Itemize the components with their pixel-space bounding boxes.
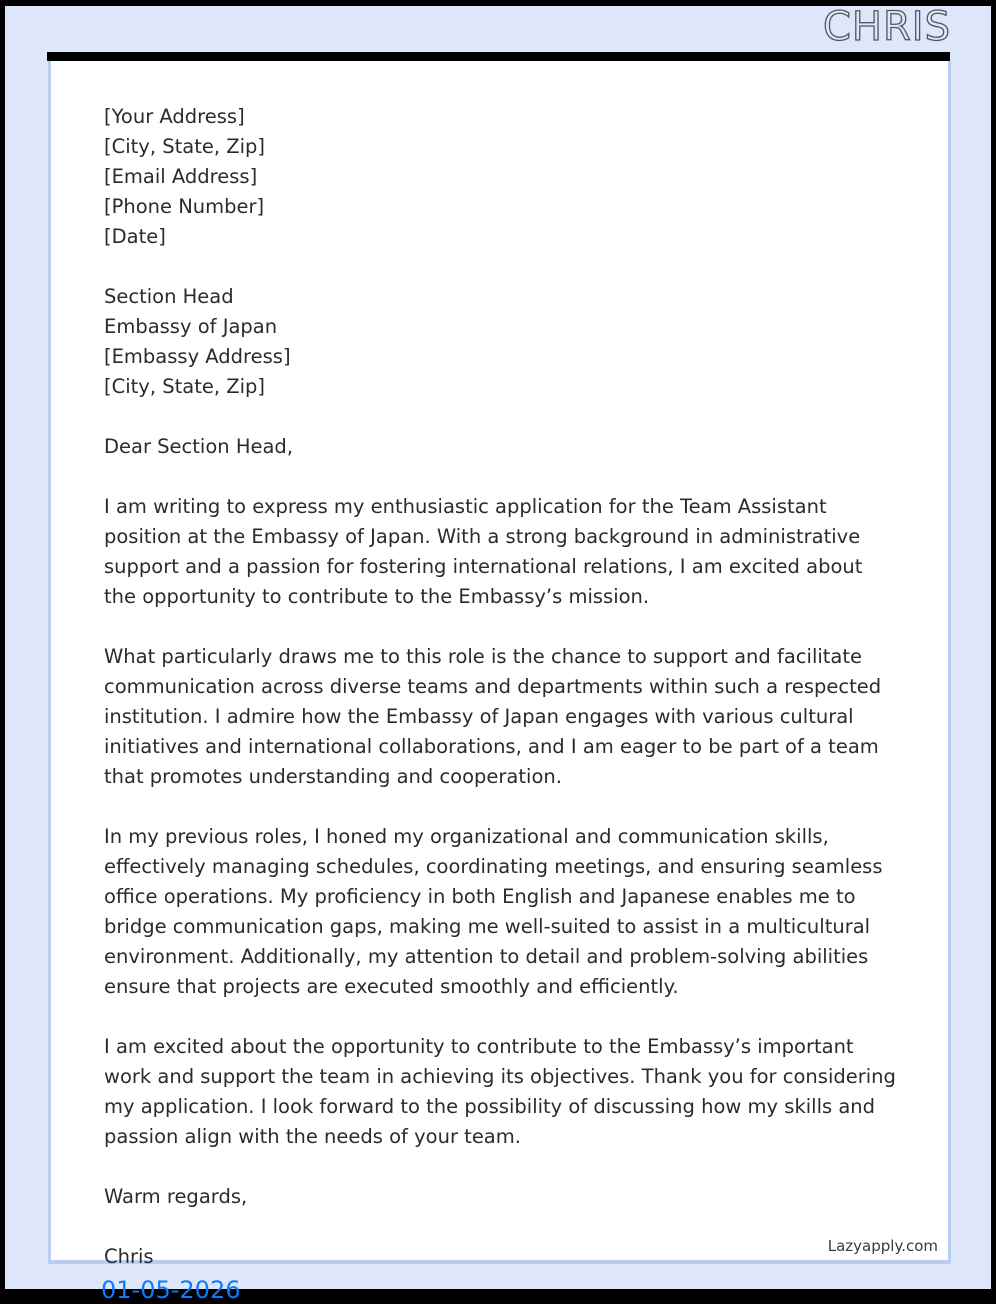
spacer xyxy=(104,1212,897,1242)
spacer xyxy=(104,1002,897,1032)
letter-sheet xyxy=(48,61,951,1268)
sender-address-line: [City, State, Zip] xyxy=(104,135,265,158)
body-paragraph: In my previous roles, I honed my organizational and communication skills, effectively managing schedules, coordinating meetings, and ensuring seamless office operations. My proficiency in both English and Japanese enables me to bridge communication gaps, making me well-suited to assist in a multicultural environment. Additionally, my attention to detail and problem-solving abilities ensure that projects are executed smoothly and efficiently. xyxy=(104,825,883,998)
spacer xyxy=(104,1152,897,1182)
signature-name: Chris xyxy=(104,1245,154,1268)
sender-address-line: [Email Address] xyxy=(104,165,258,188)
letterhead-name: CHRIS xyxy=(823,4,951,50)
spacer xyxy=(104,462,897,492)
recipient-address-line: [Embassy Address] xyxy=(104,345,291,368)
letterhead-header xyxy=(5,6,991,52)
spacer xyxy=(104,792,897,822)
body-paragraph: I am writing to express my enthusiastic application for the Team Assistant position at the Embassy of Japan. With a strong background in administrative support and a passion for fostering international relations, I am excited about the opportunity to contribute to the Embassy’s mission. xyxy=(104,495,863,608)
closing-line: Warm regards, xyxy=(104,1185,248,1208)
recipient-address-line: Embassy of Japan xyxy=(104,315,278,338)
brand-watermark: Lazyapply.com xyxy=(827,1237,938,1255)
sender-address-line: [Your Address] xyxy=(104,105,245,128)
body-paragraph: What particularly draws me to this role is the chance to support and facilitate communication across diverse teams and departments within such a respected institution. I admire how the Embassy of Japan engages with various cultural initiatives and international collaborations, and I am eager to be part of a team that promotes understanding and cooperation. xyxy=(104,645,882,788)
sender-address-line: [Date] xyxy=(104,225,166,248)
document-canvas xyxy=(5,4,991,1304)
recipient-address-line: Section Head xyxy=(104,285,234,308)
body-paragraph: I am excited about the opportunity to contribute to the Embassy’s important work and support the team in achieving its objectives. Thank you for considering my application. I look forward to the possibility of discussing how my skills and passion align with the needs of your team. xyxy=(104,1035,896,1148)
recipient-address-line: [City, State, Zip] xyxy=(104,375,265,398)
letter-body xyxy=(104,102,897,1272)
header-divider-rule xyxy=(47,52,950,61)
document-date: 01-05-2026 xyxy=(101,1276,241,1304)
sender-address-line: [Phone Number] xyxy=(104,195,265,218)
spacer xyxy=(104,612,897,642)
recipient-address-block xyxy=(104,282,897,402)
salutation: Dear Section Head, xyxy=(104,435,294,458)
spacer xyxy=(104,402,897,432)
sender-address-block xyxy=(104,102,897,252)
spacer xyxy=(104,252,897,282)
